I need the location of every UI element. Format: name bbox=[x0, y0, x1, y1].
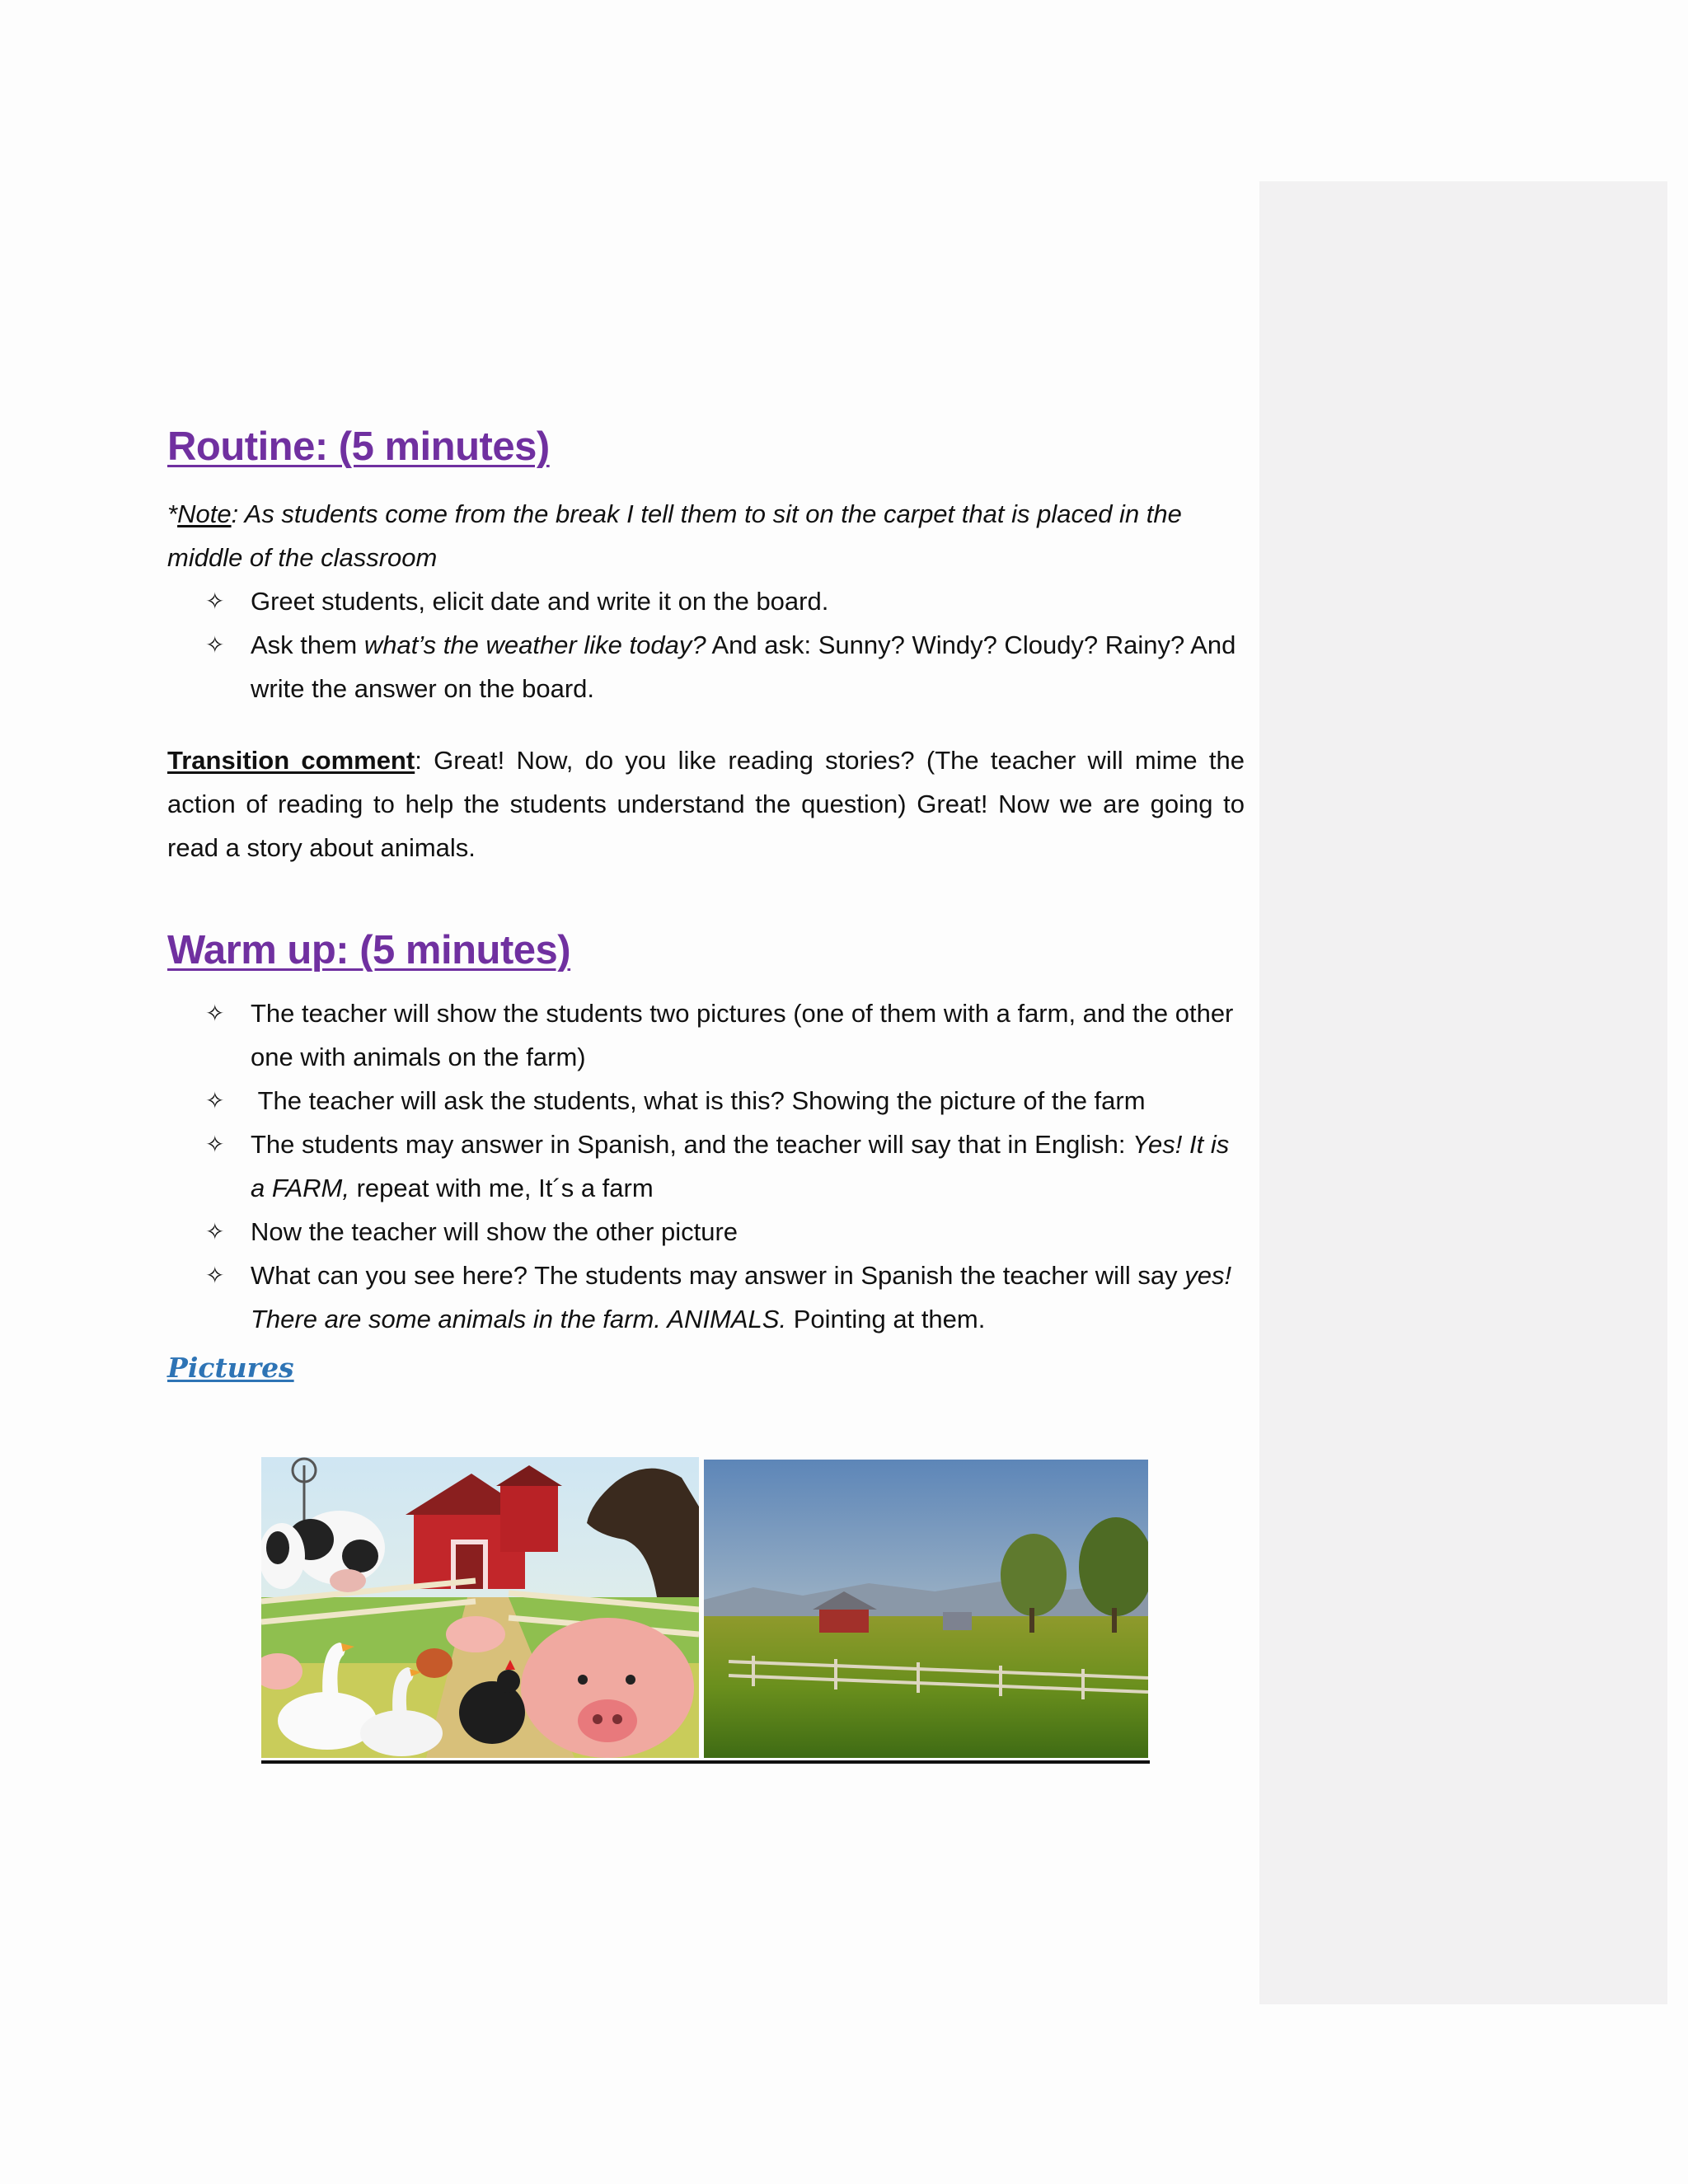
routine-bullet-list bbox=[167, 579, 1245, 710]
list-item: ✧ The teacher will ask the students, what is this? Showing the picture of the farm bbox=[167, 1079, 1245, 1122]
four-point-star-bullet-icon: ✧ bbox=[205, 1131, 225, 1158]
four-point-star-bullet-icon: ✧ bbox=[205, 1000, 225, 1027]
farm-animals-picture bbox=[261, 1457, 699, 1758]
list-item: ✧ The teacher will show the students two pictures (one of them with a farm, and the other one with animals on the farm) bbox=[167, 991, 1245, 1079]
image-bottom-rule bbox=[261, 1760, 1150, 1764]
four-point-star-bullet-icon: ✧ bbox=[205, 631, 225, 658]
four-point-star-bullet-icon: ✧ bbox=[205, 1087, 225, 1114]
note-text: : As students come from the break I tell them to sit on the carpet that is placed in the middle of the classroom bbox=[167, 499, 1182, 572]
comment-margin-panel bbox=[1259, 181, 1667, 2004]
pictures-label: Pictures bbox=[167, 1352, 294, 1384]
warmup-heading: Warm up: (5 minutes) bbox=[167, 928, 571, 972]
warmup-bullet-list bbox=[167, 991, 1245, 1341]
transition-label: Transition comment bbox=[167, 746, 415, 775]
note-label: Note bbox=[177, 499, 232, 528]
four-point-star-bullet-icon: ✧ bbox=[205, 1262, 225, 1289]
routine-heading: Routine: (5 minutes) bbox=[167, 424, 550, 469]
four-point-star-bullet-icon: ✧ bbox=[205, 1218, 225, 1245]
transition-text: : Great! Now, do you like reading stories? (The teacher will mime the action of reading to help the students understand the question) Great! Now we are going to read a story about animals. bbox=[167, 746, 1245, 862]
list-item: ✧ What can you see here? The students may answer in Spanish the teacher will say yes! There are some animals in the farm. ANIMALS. Pointing at them. bbox=[167, 1254, 1245, 1341]
pictures-block bbox=[261, 1457, 1150, 1764]
list-item: ✧ Now the teacher will show the other picture bbox=[167, 1210, 1245, 1254]
list-item: ✧ The students may answer in Spanish, and the teacher will say that in English: Yes! It is a FARM, repeat with me, It´s a farm bbox=[167, 1122, 1245, 1210]
list-item: ✧ Greet students, elicit date and write it on the board. bbox=[167, 579, 1245, 623]
routine-note: *Note: As students come from the break I tell them to sit on the carpet that is placed in the middle of the classroom bbox=[167, 499, 1182, 572]
four-point-star-bullet-icon: ✧ bbox=[205, 588, 225, 615]
list-item: ✧ Ask them what’s the weather like today? And ask: Sunny? Windy? Cloudy? Rainy? And write the answer on the board. bbox=[167, 623, 1245, 710]
farm-landscape-picture bbox=[704, 1460, 1148, 1758]
transition-comment bbox=[167, 738, 1245, 869]
